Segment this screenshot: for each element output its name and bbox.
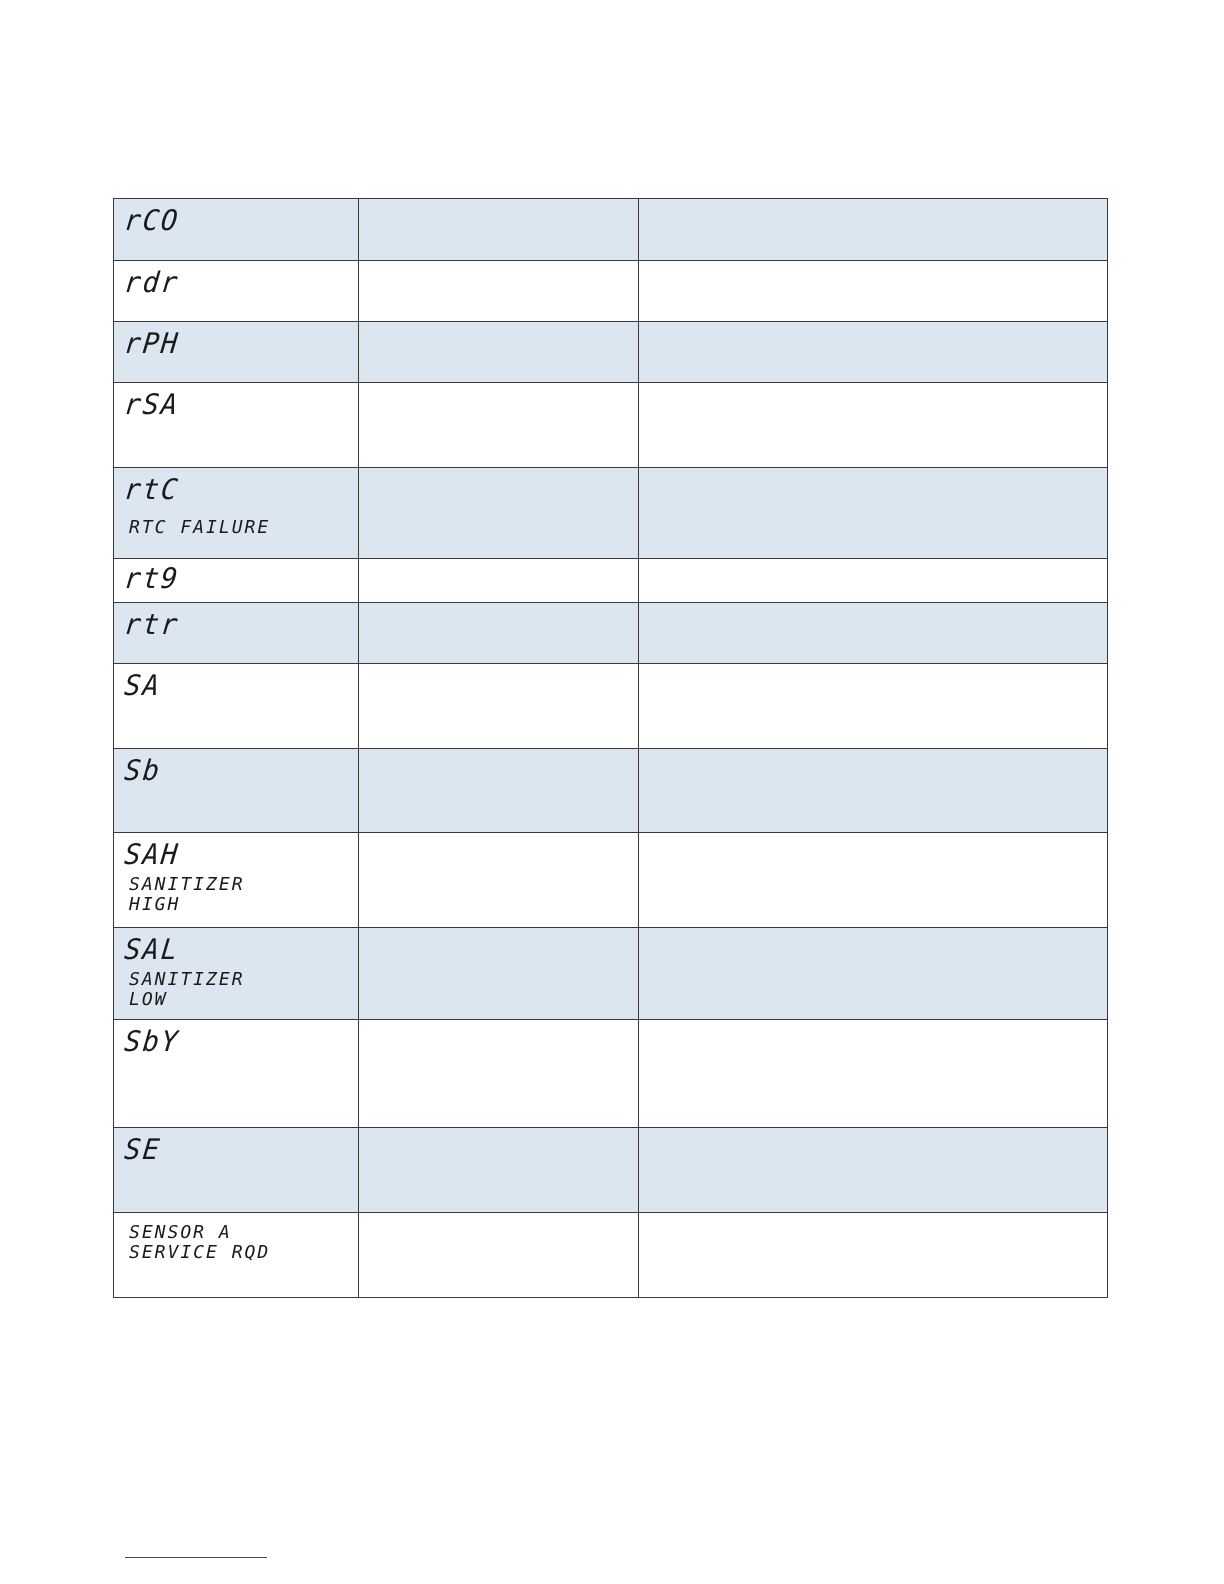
code-cell bbox=[114, 261, 359, 322]
display-code: rCO bbox=[122, 204, 182, 238]
display-message: SANITIZER HIGH bbox=[129, 874, 245, 915]
cause-cell bbox=[359, 749, 639, 833]
action-cell bbox=[639, 199, 1108, 261]
code-cell bbox=[114, 664, 359, 749]
cause-cell bbox=[359, 1128, 639, 1213]
cause-cell bbox=[359, 603, 639, 664]
code-cell bbox=[114, 928, 359, 1020]
display-code: rdr bbox=[122, 266, 182, 300]
display-code: SA bbox=[122, 669, 163, 703]
display-code: SbY bbox=[122, 1025, 182, 1059]
table-row bbox=[114, 664, 1108, 749]
code-cell bbox=[114, 322, 359, 383]
error-code-table bbox=[113, 198, 1108, 1298]
table-row bbox=[114, 928, 1108, 1020]
cause-cell bbox=[359, 559, 639, 603]
table-row bbox=[114, 603, 1108, 664]
display-code: rPH bbox=[122, 327, 182, 361]
code-cell bbox=[114, 1020, 359, 1128]
table-row bbox=[114, 1128, 1108, 1213]
action-cell bbox=[639, 1213, 1108, 1298]
cause-cell bbox=[359, 1213, 639, 1298]
cause-cell bbox=[359, 199, 639, 261]
code-cell bbox=[114, 383, 359, 468]
code-cell bbox=[114, 833, 359, 928]
action-cell bbox=[639, 664, 1108, 749]
table-row bbox=[114, 322, 1108, 383]
display-code: Sb bbox=[122, 754, 163, 788]
display-code: rtC bbox=[122, 473, 182, 507]
display-message: SANITIZER LOW bbox=[129, 969, 245, 1010]
action-cell bbox=[639, 1128, 1108, 1213]
footnote-separator bbox=[125, 1557, 267, 1558]
action-cell bbox=[639, 833, 1108, 928]
cause-cell bbox=[359, 664, 639, 749]
code-cell bbox=[114, 603, 359, 664]
action-cell bbox=[639, 468, 1108, 559]
table-row bbox=[114, 749, 1108, 833]
code-cell bbox=[114, 199, 359, 261]
cause-cell bbox=[359, 1020, 639, 1128]
display-code: SAH bbox=[122, 838, 182, 872]
display-code: SAL bbox=[122, 933, 182, 967]
table-row bbox=[114, 559, 1108, 603]
display-code: rSA bbox=[122, 388, 182, 422]
action-cell bbox=[639, 261, 1108, 322]
code-cell bbox=[114, 559, 359, 603]
display-message: SENSOR A SERVICE RQD bbox=[129, 1222, 271, 1263]
table-row bbox=[114, 261, 1108, 322]
table-row bbox=[114, 383, 1108, 468]
action-cell bbox=[639, 559, 1108, 603]
action-cell bbox=[639, 749, 1108, 833]
cause-cell bbox=[359, 833, 639, 928]
table-row bbox=[114, 1213, 1108, 1298]
cause-cell bbox=[359, 383, 639, 468]
table-row bbox=[114, 833, 1108, 928]
code-cell bbox=[114, 749, 359, 833]
code-cell bbox=[114, 1213, 359, 1298]
cause-cell bbox=[359, 322, 639, 383]
display-code: rtr bbox=[122, 608, 182, 642]
display-code: rt9 bbox=[122, 562, 182, 596]
action-cell bbox=[639, 1020, 1108, 1128]
display-message: RTC FAILURE bbox=[129, 517, 271, 538]
code-cell bbox=[114, 468, 359, 559]
table-row bbox=[114, 199, 1108, 261]
action-cell bbox=[639, 603, 1108, 664]
display-code: SE bbox=[122, 1133, 163, 1167]
table-row bbox=[114, 468, 1108, 559]
table-row bbox=[114, 1020, 1108, 1128]
cause-cell bbox=[359, 261, 639, 322]
code-cell bbox=[114, 1128, 359, 1213]
action-cell bbox=[639, 322, 1108, 383]
action-cell bbox=[639, 383, 1108, 468]
action-cell bbox=[639, 928, 1108, 1020]
cause-cell bbox=[359, 928, 639, 1020]
cause-cell bbox=[359, 468, 639, 559]
